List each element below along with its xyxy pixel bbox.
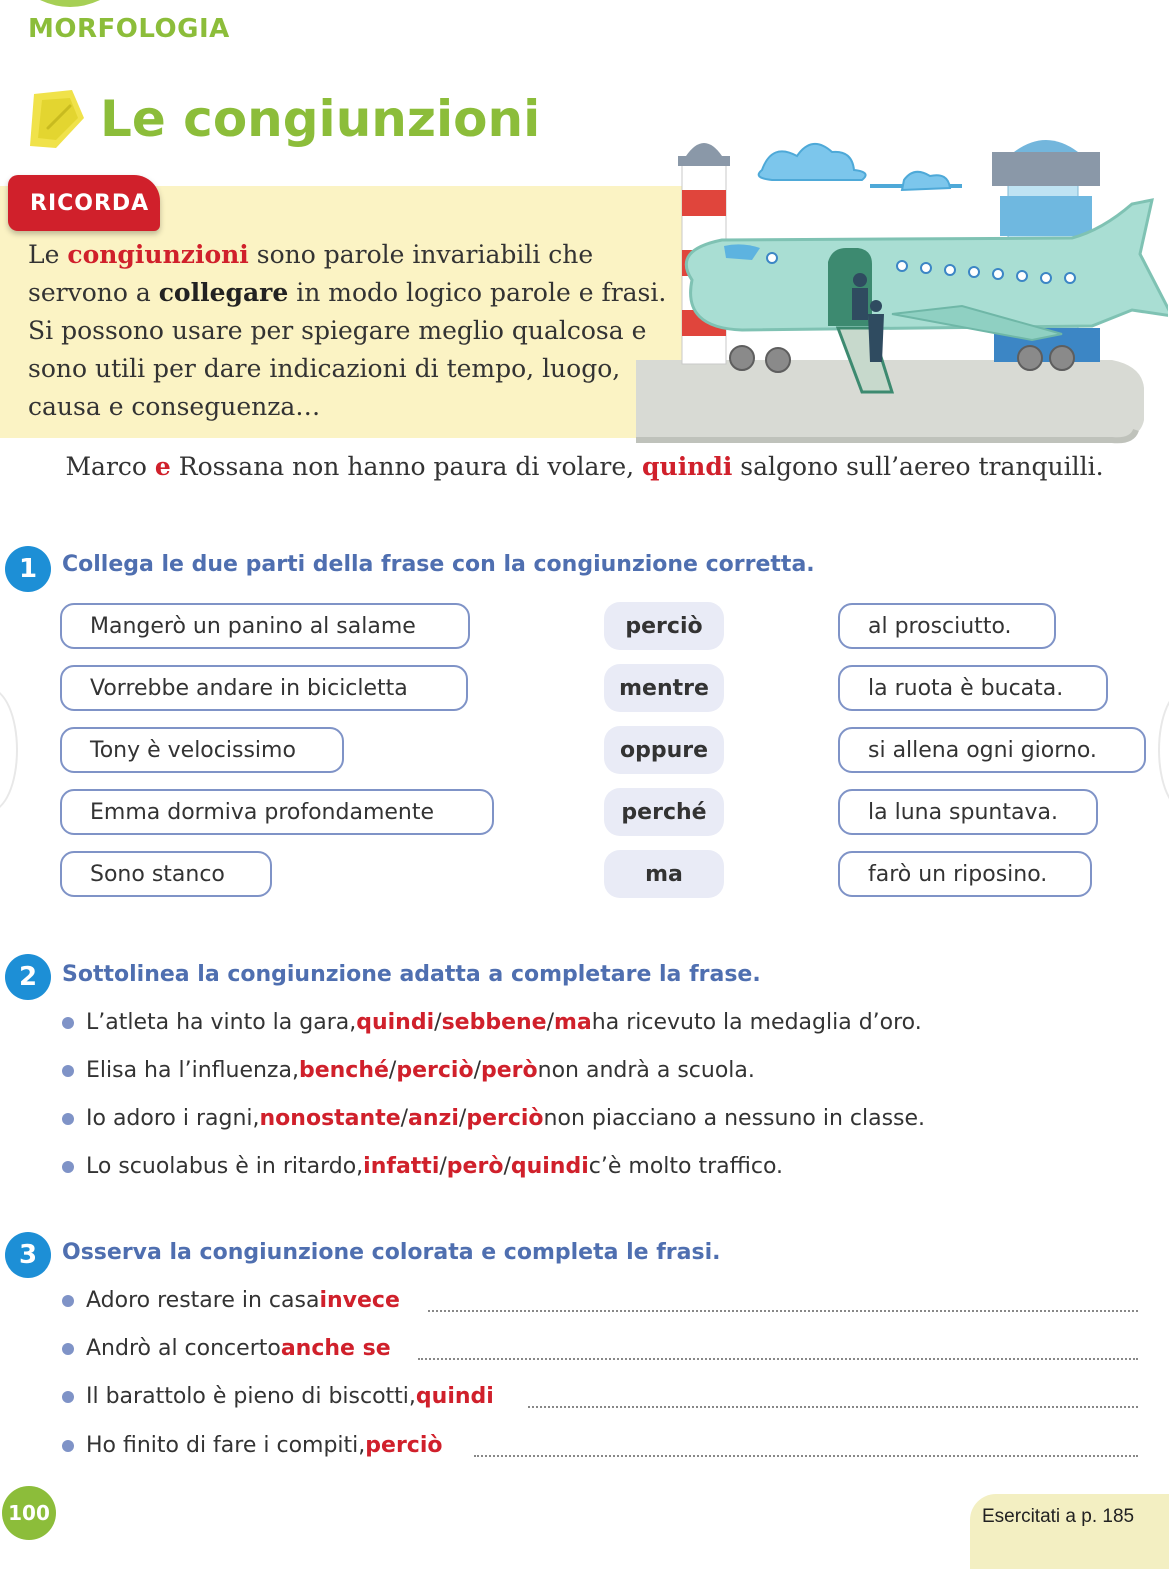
left-phrase[interactable]: Emma dormiva profondamente <box>60 789 494 835</box>
bullet-icon <box>62 1113 74 1125</box>
list-item: Io adoro i ragni, nonostante / anzi / perciò non piacciano a nessuno in classe. <box>62 1106 925 1131</box>
answer-line[interactable] <box>418 1358 1138 1360</box>
conjunction-option[interactable]: oppure <box>604 726 724 774</box>
right-phrase[interactable]: farò un riposino. <box>838 851 1092 897</box>
list-item: Lo scuolabus è in ritardo, infatti / però / quindi c’è molto traffico. <box>62 1154 783 1179</box>
list-item: L’atleta ha vinto la gara, quindi / sebbene / ma ha ricevuto la medaglia d’oro. <box>62 1010 922 1035</box>
option[interactable]: quindi <box>510 1154 589 1179</box>
keyword-congiunzioni: congiunzioni <box>67 240 249 269</box>
answer-line[interactable] <box>428 1310 1138 1312</box>
bullet-icon <box>62 1295 74 1307</box>
bullet-icon <box>62 1065 74 1077</box>
conjunction-option[interactable]: ma <box>604 850 724 898</box>
section-label: MORFOLOGIA <box>28 14 230 44</box>
keyword-collegare: collegare <box>158 278 289 307</box>
ricorda-text: Le congiunzioni sono parole invariabili che servono a collegare in modo logico parole e frasi. Si possono usare per spiegare meglio qualcosa e sono utili per dare indicazioni di tempo, luogo, causa e conseguenza… <box>28 240 667 421</box>
option[interactable]: però <box>446 1154 504 1179</box>
option[interactable]: anzi <box>408 1106 459 1131</box>
conjunction-option[interactable]: perché <box>604 788 724 836</box>
airplane-illustration <box>632 130 1168 448</box>
list-item: Ho finito di fare i compiti, perciò <box>62 1433 443 1458</box>
right-phrase[interactable]: si allena ogni giorno. <box>838 727 1146 773</box>
option[interactable]: ma <box>554 1010 592 1035</box>
example-sentence: Marco e Rossana non hanno paura di volare, quindi salgono sull’aereo tranquilli. <box>65 452 1104 481</box>
list-item: Andrò al concerto anche se <box>62 1336 391 1361</box>
left-phrase[interactable]: Tony è velocissimo <box>60 727 344 773</box>
right-phrase[interactable]: la ruota è bucata. <box>838 665 1108 711</box>
practice-link[interactable]: Esercitati a p. 185 <box>970 1494 1169 1569</box>
option[interactable]: però <box>480 1058 538 1083</box>
list-item: Adoro restare in casa invece <box>62 1288 400 1313</box>
conjunction-option[interactable]: mentre <box>604 664 724 712</box>
right-phrase[interactable]: la luna spuntava. <box>838 789 1098 835</box>
list-item: Il barattolo è pieno di biscotti, quindi <box>62 1384 494 1409</box>
exercise-instruction: Osserva la congiunzione colorata e completa le frasi. <box>62 1240 721 1265</box>
left-phrase[interactable]: Sono stanco <box>60 851 272 897</box>
exercise-instruction: Collega le due parti della frase con la congiunzione corretta. <box>62 552 815 577</box>
page-edge-tab-right <box>1158 688 1169 812</box>
answer-line[interactable] <box>528 1406 1138 1408</box>
answer-line[interactable] <box>474 1455 1138 1457</box>
option[interactable]: quindi <box>356 1010 435 1035</box>
list-item: Elisa ha l’influenza, benché / perciò / però non andrà a scuola. <box>62 1058 755 1083</box>
conjunction-option[interactable]: perciò <box>604 602 724 650</box>
option[interactable]: nonostante <box>259 1106 401 1131</box>
page-number: 100 <box>2 1486 56 1540</box>
pencil-marker-icon <box>26 88 86 150</box>
bullet-icon <box>62 1391 74 1403</box>
bullet-icon <box>62 1343 74 1355</box>
bullet-icon <box>62 1161 74 1173</box>
ricorda-tab: RICORDA <box>8 175 160 231</box>
bullet-icon <box>62 1440 74 1452</box>
exercise-number: 2 <box>5 954 51 1000</box>
exercise-number: 3 <box>5 1232 51 1278</box>
option[interactable]: infatti <box>363 1154 440 1179</box>
option[interactable]: perciò <box>466 1106 544 1131</box>
page-edge-tab-left <box>0 688 18 812</box>
left-phrase[interactable]: Vorrebbe andare in bicicletta <box>60 665 468 711</box>
page-title: Le congiunzioni <box>100 90 541 148</box>
option[interactable]: benché <box>298 1058 389 1083</box>
corner-leaf-icon <box>40 0 100 10</box>
bullet-icon <box>62 1017 74 1029</box>
left-phrase[interactable]: Mangerò un panino al salame <box>60 603 470 649</box>
option[interactable]: sebbene <box>441 1010 547 1035</box>
option[interactable]: perciò <box>396 1058 474 1083</box>
exercise-instruction: Sottolinea la congiunzione adatta a completare la frase. <box>62 962 761 987</box>
exercise-number: 1 <box>5 546 51 592</box>
title-row <box>26 88 540 150</box>
right-phrase[interactable]: al prosciutto. <box>838 603 1056 649</box>
